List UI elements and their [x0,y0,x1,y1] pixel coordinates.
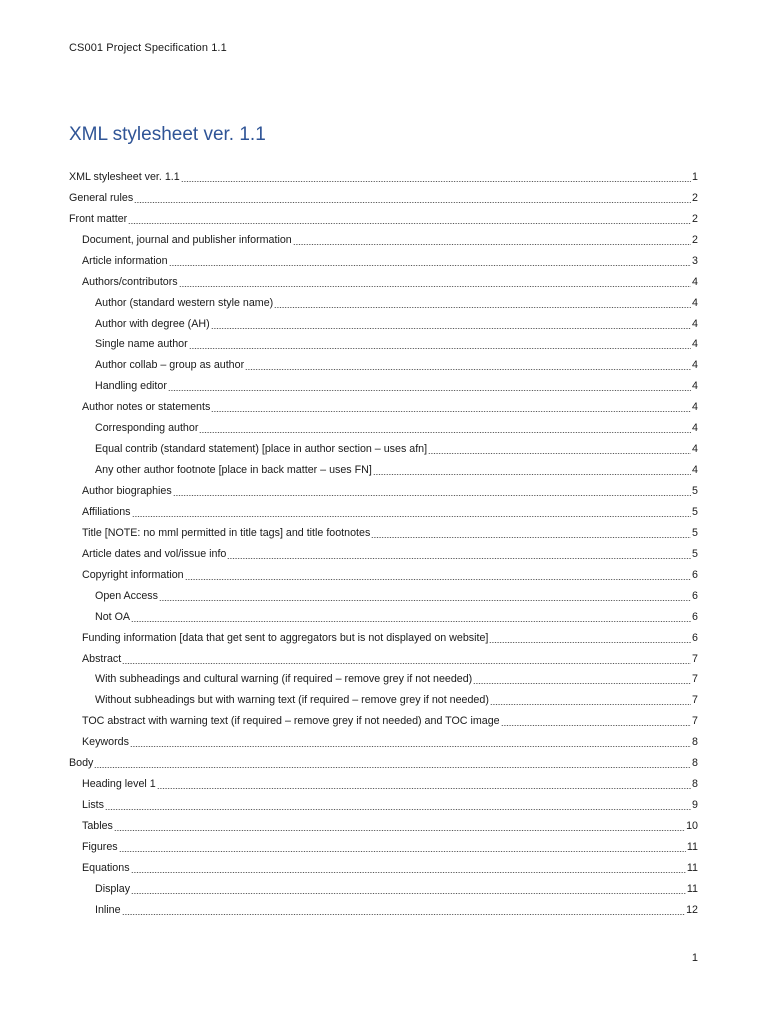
toc-entry-page[interactable]: 3 [692,254,698,267]
toc-entry[interactable] [69,208,698,229]
toc-dot-leader [489,642,691,643]
toc-dot-leader [130,746,691,747]
toc-entry-title[interactable]: Figures [82,840,118,853]
toc-entry-page[interactable]: 4 [692,359,698,372]
toc-entry-page[interactable]: 6 [692,589,698,602]
toc-entry[interactable] [69,396,698,417]
toc-entry[interactable] [69,669,698,690]
toc-entry-page[interactable]: 2 [692,191,698,204]
toc-dot-leader [168,390,691,391]
toc-entry-page[interactable]: 8 [692,736,698,749]
page-header: CS001 Project Specification 1.1 [69,42,227,54]
toc-entry-page[interactable]: 2 [692,212,698,225]
toc-entry[interactable] [69,417,698,438]
toc-entry-title[interactable]: Author biographies [82,485,172,497]
toc-dot-leader [293,244,691,245]
toc-entry[interactable] [69,648,698,669]
toc-entry-page[interactable]: 4 [692,443,698,456]
toc-dot-leader [185,579,691,580]
toc-dot-leader [173,495,691,496]
toc-entry[interactable] [69,480,698,501]
toc-entry[interactable] [69,313,698,334]
toc-entry-title[interactable]: Abstract [82,652,122,665]
toc-entry-page[interactable]: 5 [692,547,698,560]
toc-entry[interactable] [69,857,698,878]
table-of-contents [69,166,698,920]
toc-entry-page[interactable]: 5 [692,505,698,518]
toc-entry-page[interactable]: 4 [692,464,698,477]
toc-dot-leader [189,348,691,349]
toc-dot-leader [122,914,686,915]
toc-entry[interactable] [69,899,698,920]
toc-dot-leader [132,516,692,517]
toc-entry-title[interactable]: Article information [82,254,168,267]
toc-entry-title[interactable]: Author collab – group as author [95,359,245,372]
toc-entry[interactable] [69,794,698,815]
toc-dot-leader [128,223,691,224]
toc-entry[interactable] [69,292,698,313]
toc-entry-page[interactable]: 9 [692,799,698,812]
toc-entry-title[interactable]: General rules [69,191,134,204]
toc-entry[interactable] [69,815,698,836]
toc-dot-leader [473,683,691,684]
toc-entry[interactable] [69,166,698,187]
toc-entry-title[interactable]: Front matter [69,212,128,225]
toc-entry-title[interactable]: Affiliations [82,505,131,518]
toc-dot-leader [211,328,691,329]
toc-entry-title[interactable]: Tables [82,820,113,832]
toc-entry-page[interactable]: 8 [692,757,698,770]
toc-dot-leader [179,286,691,287]
toc-entry-page[interactable]: 6 [692,568,698,581]
toc-entry-title[interactable]: Not OA [95,610,131,623]
toc-entry[interactable] [69,459,698,480]
toc-entry[interactable] [69,773,698,794]
toc-entry[interactable] [69,606,698,627]
toc-entry-page[interactable]: 4 [692,275,698,288]
toc-entry-page[interactable]: 7 [692,715,698,728]
toc-entry[interactable] [69,271,698,292]
toc-entry-title[interactable]: Any other author footnote [place in back matter – uses FN] [95,464,372,477]
toc-entry[interactable] [69,752,698,773]
toc-entry-page[interactable]: 1 [692,170,698,183]
toc-entry-page[interactable]: 4 [692,338,698,351]
toc-entry[interactable] [69,731,698,752]
toc-entry-title[interactable]: Title [NOTE: no mml permitted in title tags] and title footnotes [82,526,371,539]
toc-entry-page[interactable]: 6 [692,631,698,644]
toc-entry-page[interactable]: 11 [686,882,698,895]
toc-entry-page[interactable]: 6 [692,610,698,623]
toc-entry-title[interactable]: Copyright information [82,568,184,581]
document-title: XML stylesheet ver. 1.1 [69,124,266,145]
toc-dot-leader [211,411,691,412]
toc-dot-leader [227,558,691,559]
toc-entry-page[interactable]: 7 [692,673,698,686]
toc-entry-page[interactable]: 10 [686,820,698,832]
toc-dot-leader [134,202,691,203]
toc-entry-title[interactable]: Single name author [95,338,188,351]
toc-entry[interactable] [69,710,698,731]
toc-entry-title[interactable]: Equations [82,861,130,874]
toc-entry-title[interactable]: XML stylesheet ver. 1.1 [69,170,180,183]
toc-entry-title[interactable]: Equal contrib (standard statement) [place in author section – uses afn] [95,443,428,456]
toc-dot-leader [428,453,691,454]
toc-entry-title[interactable]: Without subheadings but with warning text (if required – remove grey if not needed) [95,694,489,707]
toc-entry-title[interactable]: Document, journal and publisher information [82,233,292,246]
toc-entry-title[interactable]: Article dates and vol/issue info [82,547,227,560]
toc-entry[interactable] [69,229,698,250]
toc-entry-title[interactable]: TOC abstract with warning text (if required – remove grey if not needed) and TOC image [82,715,500,728]
toc-entry-page[interactable]: 7 [692,694,698,707]
toc-entry[interactable] [69,564,698,585]
toc-entry-title[interactable]: Display [95,882,131,895]
toc-entry[interactable] [69,543,698,564]
toc-dot-leader [371,537,691,538]
toc-entry-page[interactable]: 4 [692,296,698,309]
toc-dot-leader [245,369,691,370]
toc-entry[interactable] [69,836,698,857]
toc-entry[interactable] [69,878,698,899]
toc-dot-leader [274,307,691,308]
toc-entry-title[interactable]: Body [69,757,94,770]
toc-dot-leader [501,725,691,726]
toc-dot-leader [131,872,686,873]
toc-entry-title[interactable]: Corresponding author [95,422,199,435]
toc-dot-leader [114,830,685,831]
toc-entry-title[interactable]: Author with degree (AH) [95,317,210,330]
toc-entry-title[interactable]: Keywords [82,736,129,749]
toc-entry-title[interactable]: Author (standard western style name) [95,296,274,309]
toc-entry-title[interactable]: Inline [95,903,121,916]
toc-entry-page[interactable]: 12 [686,903,698,916]
toc-entry-page[interactable]: 8 [692,778,698,791]
toc-entry[interactable] [69,375,698,396]
toc-entry-page[interactable]: 4 [692,422,698,435]
toc-entry[interactable] [69,627,698,648]
toc-dot-leader [105,809,691,810]
toc-entry[interactable] [69,354,698,375]
toc-entry-page[interactable]: 4 [692,380,698,393]
toc-entry-title[interactable]: Authors/contributors [82,275,178,288]
toc-entry[interactable] [69,438,698,459]
toc-entry[interactable] [69,501,698,522]
toc-entry-title[interactable]: Lists [82,799,104,812]
toc-entry[interactable] [69,334,698,355]
toc-entry-page[interactable]: 11 [686,840,698,853]
page-number: 1 [691,952,698,964]
toc-entry[interactable] [69,522,698,543]
toc-dot-leader [490,704,691,705]
toc-dot-leader [169,265,692,266]
toc-entry-page[interactable]: 4 [692,317,698,330]
toc-dot-leader [181,181,691,182]
toc-dot-leader [119,851,686,852]
toc-entry-title[interactable]: Handling editor [95,380,167,393]
toc-entry-page[interactable]: 7 [692,652,698,665]
toc-dot-leader [373,474,691,475]
toc-entry-page[interactable]: 5 [692,526,698,539]
toc-dot-leader [94,767,691,768]
toc-dot-leader [131,893,686,894]
toc-entry-title[interactable]: With subheadings and cultural warning (if required – remove grey if not needed) [95,673,473,686]
toc-dot-leader [159,600,691,601]
toc-entry-page[interactable]: 2 [692,233,698,246]
toc-entry[interactable] [69,250,698,271]
toc-entry-title[interactable]: Funding information [data that get sent to aggregators but is not displayed on website] [82,631,489,644]
toc-dot-leader [157,788,691,789]
toc-entry[interactable] [69,585,698,606]
toc-entry[interactable] [69,689,698,710]
toc-entry-page[interactable]: 11 [686,861,698,874]
toc-entry-page[interactable]: 5 [692,485,698,497]
toc-entry-title[interactable]: Heading level 1 [82,778,156,791]
toc-dot-leader [131,621,691,622]
toc-entry-page[interactable]: 4 [692,401,698,414]
toc-entry-title[interactable]: Author notes or statements [82,401,211,414]
toc-dot-leader [122,663,691,664]
toc-entry-title[interactable]: Open Access [95,589,158,602]
toc-entry[interactable] [69,187,698,208]
toc-dot-leader [199,432,691,433]
